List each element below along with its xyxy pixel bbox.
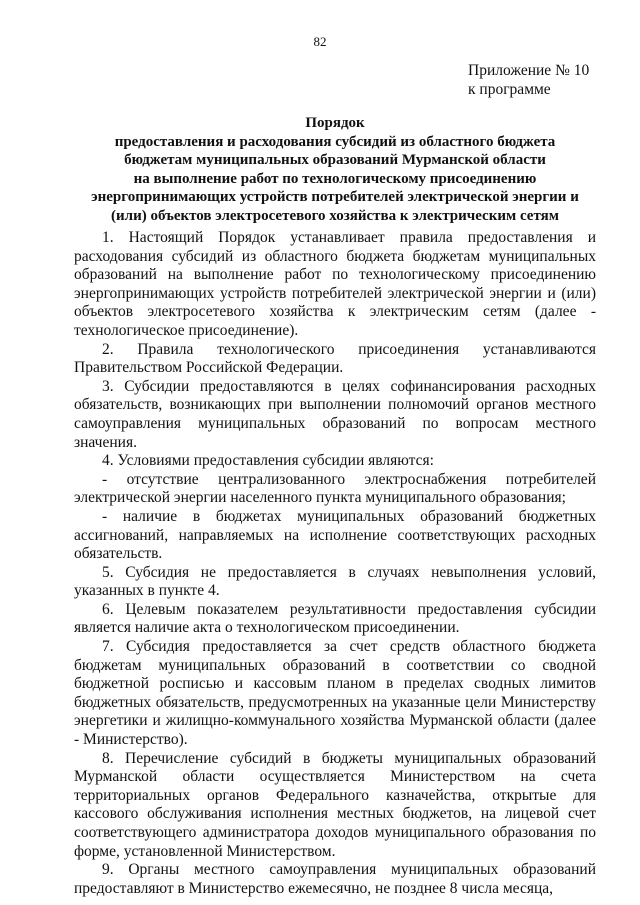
appendix-number: Приложение № 10: [468, 62, 590, 79]
document-body: [74, 229, 596, 898]
page-number: 82: [313, 34, 327, 49]
paragraph-6: 6. Целевым показателем результативности предоставления субсидии является наличие акта о технологическом присоединении.: [74, 600, 596, 637]
title-heading: Порядок: [305, 115, 365, 131]
title-line: бюджетам муниципальных образований Мурманской области: [124, 152, 546, 168]
title-line: энергопринимающих устройств потребителей электрической энергии и: [91, 189, 579, 205]
appendix-header: [468, 61, 589, 99]
condition-item-1: - отсутствие централизованного электроснабжения потребителей электрической энергии населенного пункта муниципального образования;: [74, 470, 596, 507]
paragraph-1: 1. Настоящий Порядок устанавливает правила предоставления и расходования субсидий из областного бюджета бюджетам муниципальных образований на выполнение работ по технологическому присоединению энергопринимающих устройств потребителей электрической энергии и (или) объектов электросетевого хозяйства к электрическим сетям (далее - технологическое присоединение).: [74, 229, 596, 339]
paragraph-9: 9. Органы местного самоуправления муниципальных образований предоставляют в Министерство ежемесячно, не позднее 8 числа месяца,: [74, 861, 596, 897]
document-title: [74, 114, 596, 225]
paragraph-5: 5. Субсидия не предоставляется в случаях невыполнения условий, указанных в пункте 4.: [74, 563, 596, 600]
paragraph-8: 8. Перечисление субсидий в бюджеты муниципальных образований Мурманской области осуществляется Министерством на счета территориальных органов Федерального казначейства, открытые для кассового обслуживания исполнения местных бюджетов, на лицевой счет соответствующего администратора доходов муниципального образования по форме, установленной Министерством.: [74, 749, 596, 860]
paragraph-4: 4. Условиями предоставления субсидии являются:: [102, 452, 434, 470]
title-line: на выполнение работ по технологическому присоединению: [133, 170, 537, 187]
title-line: (или) объектов электросетевого хозяйства к электрическим сетям: [111, 207, 559, 224]
paragraph-3: 3. Субсидии предоставляются в целях софинансирования расходных обязательств, возникающих при выполнении полномочий органов местного самоуправления муниципальных образований по вопросам местного значения.: [74, 377, 596, 451]
paragraph-7: 7. Субсидия предоставляется за счет средств областного бюджета бюджетам муниципальных образований в соответствии со сводной бюджетной росписью и кассовым планом в пределах сводных лимитов бюджетных обязательств, предусмотренных на указанные цели Министерству энергетики и жилищно-коммунального хозяйства Мурманской области (далее - Министерство).: [74, 638, 596, 749]
paragraph-2: 2. Правила технологического присоединения устанавливаются Правительством Российской Федерации.: [74, 340, 596, 377]
condition-item-2: - наличие в бюджетах муниципальных образований бюджетных ассигнований, направляемых на исполнение соответствующих расходных обязательств.: [74, 507, 596, 563]
appendix-program: к программе: [468, 81, 551, 98]
title-line: предоставления и расходования субсидий из областного бюджета: [114, 133, 556, 150]
